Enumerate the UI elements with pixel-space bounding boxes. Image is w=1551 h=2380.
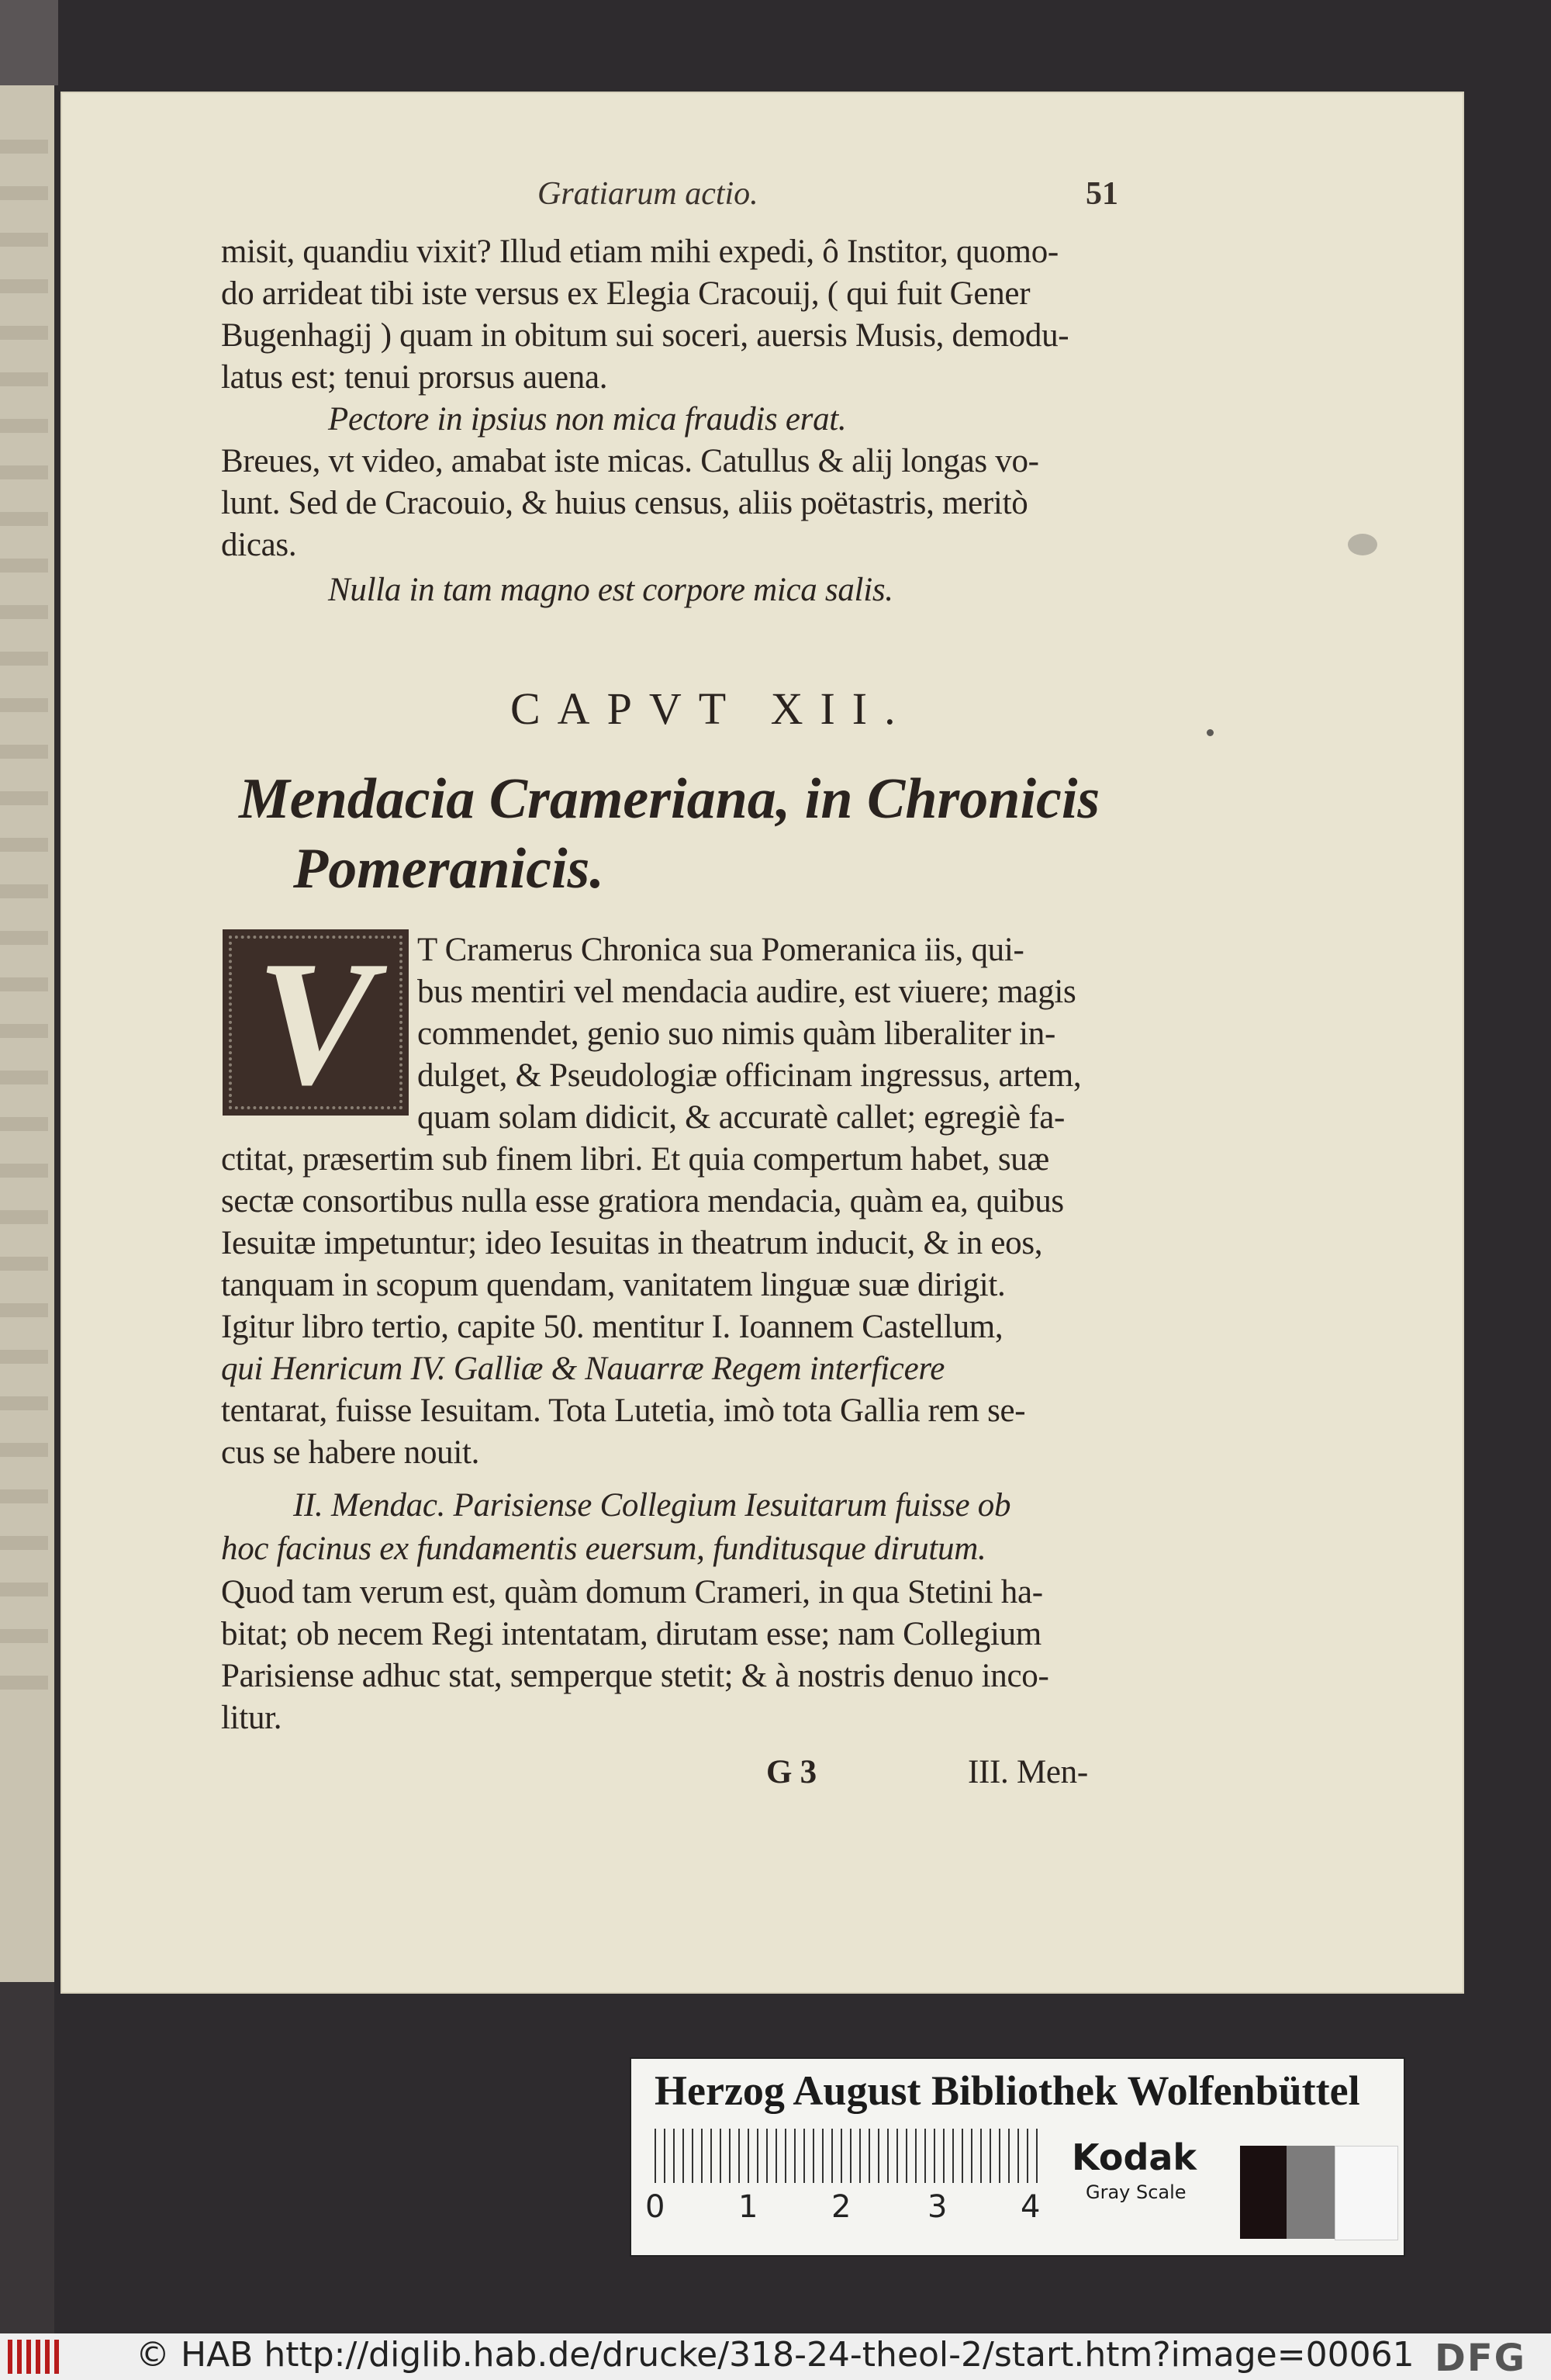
- chapter-heading: CAPVT XII.: [510, 683, 913, 734]
- catchword: III. Men-: [968, 1754, 1088, 1790]
- body-line: ctitat, præsertim sub finem libri. Et quia compertum habet, suæ: [221, 1141, 1049, 1178]
- ruler-number: 4: [1021, 2189, 1041, 2225]
- body-line: sectæ consortibus nulla esse gratiora mendacia, quàm ea, quibus: [221, 1183, 1064, 1219]
- white-swatch: [1335, 2146, 1398, 2240]
- page-number: 51: [1086, 176, 1118, 212]
- verse-line: Pectore in ipsius non mica fraudis erat.: [328, 401, 847, 438]
- body-line: qui Henricum IV. Galliæ & Nauarræ Regem interficere: [221, 1351, 945, 1387]
- ruler-number: 3: [927, 2189, 948, 2225]
- measure-ruler: [655, 2129, 1042, 2183]
- decorated-initial: V: [223, 929, 409, 1116]
- body-line: bus mentiri vel mendacia audire, est viuere; magis: [417, 974, 1076, 1010]
- body-line: quam solam didicit, & accuratè callet; egregiè fa-: [417, 1099, 1066, 1136]
- ruler-number: 2: [831, 2189, 851, 2225]
- chapter-title-line1: Mendacia Crameriana, in Chronicis: [239, 767, 1100, 831]
- body-line: Igitur libro tertio, capite 50. mentitur I. Ioannem Castellum,: [221, 1309, 1003, 1345]
- paper-stain: [1348, 534, 1377, 555]
- body-line: hoc facinus ex fundamentis euersum, funditusque dirutum.: [221, 1531, 986, 1567]
- body-line: tentarat, fuisse Iesuitam. Tota Lutetia, imò tota Gallia rem se-: [221, 1392, 1026, 1429]
- body-line: Iesuitæ impetuntur; ideo Iesuitas in theatrum inducit, & in eos,: [221, 1225, 1043, 1261]
- text-line: misit, quandiu vixit? Illud etiam mihi expedi, ô Institor, quomo-: [221, 234, 1059, 270]
- body-line: commendet, genio suo nimis quàm liberaliter in-: [417, 1015, 1056, 1052]
- chapter-title-line2: Pomeranicis.: [293, 837, 604, 901]
- text-line: do arrideat tibi iste versus ex Elegia Cracouij, ( qui fuit Gener: [221, 275, 1031, 312]
- body-line: II. Mendac. Parisiense Collegium Iesuitarum fuisse ob: [293, 1487, 1011, 1524]
- body-line: litur.: [221, 1700, 282, 1736]
- body-line: bitat; ob necem Regi intentatam, dirutam esse; nam Collegium: [221, 1616, 1041, 1652]
- paper-speck: [1207, 729, 1214, 736]
- signature-mark: G 3: [766, 1754, 817, 1790]
- ruler-number: 1: [738, 2189, 758, 2225]
- scan-background: [0, 1982, 54, 2362]
- body-line: T Cramerus Chronica sua Pomeranica iis, qui-: [417, 932, 1024, 968]
- text-line: latus est; tenui prorsus auena.: [221, 359, 608, 396]
- scan-corner: [0, 0, 58, 85]
- text-line: dicas.: [221, 527, 297, 563]
- text-line: lunt. Sed de Cracouio, & huius census, aliis poëtastris, meritò: [221, 485, 1028, 521]
- kodak-logo: Kodak: [1072, 2136, 1197, 2178]
- body-line: cus se habere nouit.: [221, 1434, 480, 1471]
- body-line: Parisiense adhuc stat, semperque stetit; & à nostris denuo inco-: [221, 1658, 1049, 1694]
- running-head: Gratiarum actio.: [537, 176, 758, 212]
- gray-swatch: [1287, 2146, 1335, 2239]
- text-line: Bugenhagij ) quam in obitum sui soceri, auersis Musis, demodu-: [221, 317, 1069, 354]
- card-title: Herzog August Bibliothek Wolfenbüttel: [655, 2067, 1360, 2114]
- hab-logo-icon: [8, 2340, 62, 2374]
- dfg-logo: DFG: [1435, 2337, 1527, 2380]
- source-url[interactable]: © HAB http://diglib.hab.de/drucke/318-24-theol-2/start.htm?image=00061: [136, 2335, 1415, 2375]
- gray-scale-label: Gray Scale: [1086, 2181, 1187, 2203]
- body-line: Quod tam verum est, quàm domum Crameri, in qua Stetini ha-: [221, 1574, 1043, 1610]
- body-line: dulget, & Pseudologiæ officinam ingressus, artem,: [417, 1057, 1082, 1094]
- book-page: [60, 92, 1464, 1994]
- body-line: tanquam in scopum quendam, vanitatem linguæ suæ dirigit.: [221, 1267, 1006, 1303]
- black-swatch: [1240, 2146, 1287, 2239]
- text-line: Breues, vt video, amabat iste micas. Catullus & alij longas vo-: [221, 443, 1039, 479]
- ruler-number: 0: [645, 2189, 665, 2225]
- adjacent-page-print: [0, 140, 48, 1691]
- color-calibration-card: [630, 2057, 1405, 2257]
- verse-line: Nulla in tam magno est corpore mica salis.: [328, 572, 893, 608]
